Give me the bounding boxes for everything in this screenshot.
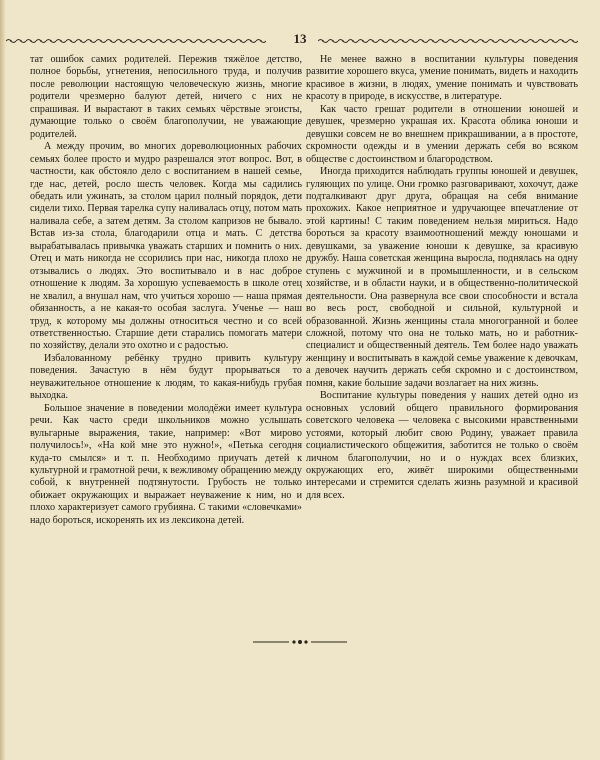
paragraph: Иногда приходится наблюдать группы юношей и девушек, гуляющих по улице. Они громко разговаривают, хохочут, даже подталкивают друг друга, обращая на себя внимание прохожих. Какое неприятное и удручающее впечатление от этой картины! С таким поведением нельзя мириться. Надо бороться за красоту взаимоотношений между юношами и девушками, за уважение юноши к девушке, за красивую дружбу. Наша советская женщина выросла, поднялась на одну ступень с мужчиной и в промышленности, и в сельском хозяйстве, и в области науки, и в общественно-политической деятельности. Она развернула все свои способности и встала во весь рост, свободной и сильной, культурной и образованной. Жизнь женщины стала многогранной и более сложной, потому что она не только мать, но и работник-специалист и общественный деятель. Тем более надо уважать женщину и воспитывать в каждой семье уважение к девочкам, а девочек научить держать себя скромно и с достоинством, помня, какие большие задачи возлагает на них жизнь.: [306, 166, 578, 389]
paragraph: А между прочим, во многих дореволюционных рабочих семьях более просто и мудро разрешался этот вопрос. Вот, в частности, как обстояло дело с воспитанием в нашей семье, где нас, детей, росло шесть человек. Когда мы садились обедать или ужинать, за столом царил полный порядок, дети сидели тихо. Первая тарелка супу наливалась отцу, потом мать наливала себе, а затем детям. За столом капризов не бывало. Встав из-за стола, благодарили отца и мать. С детства вырабатывалась привычка уважать старших и помнить о них. Отец и мать никогда не ссорились при нас, никогда плохо не отзывались о людях. Это воспитывало и в нас доброе отношение к людям. За хорошую успеваемость в школе отец не хвалил, а внушал нам, что учиться хорошо — наша прямая обязанность, а не какая-то особая заслуга. Ученье — наш труд, к которому мы должны относиться честно и со всей ответственностью. Старшие дети старались помогать матери по хозяйству, делали это охотно и с радостью.: [30, 141, 302, 352]
paragraph: Не менее важно в воспитании культуры поведения развитие хорошего вкуса, умение понимать, видеть и находить красивое в жизни, в людях, умение понимать и чувствовать красоту в природе, в искусстве, в литературе.: [306, 54, 578, 103]
page-spine-shadow: [0, 0, 6, 760]
page-number: 13: [293, 31, 307, 46]
paragraph: Воспитание культуры поведения у наших детей одно из основных условий общего правильного формирования советского человека — человека с высокими нравственными устоями, который любит свою Родину, уважает правила социалистического общежития, заботится не только о своём личном благополучии, но и о нуждах всех близких, окружающих его, живёт широкими общественными интересами и стремится сделать жизнь разумной и красивой для всех.: [306, 390, 578, 501]
header-ornament-right: [318, 38, 578, 44]
paragraph: Большое значение в поведении молодёжи имеет культура речи. Как часто среди школьников можно услышать вульгарные выражения, такие, например: «Вот мирово получилось!», «На кой мне это нужно!», «Петька сегодня куда-то смылся» и т. п. Необходимо приучать детей к культурной и грамотной речи, к вежливому обращению между собой, к внутренней подтянутости. Грубость не только обижает окружающих и выражает неуважение к ним, но и плохо характеризует самого грубияна. С такими «словечками» надо бороться, искоренять их из лексикона детей.: [30, 402, 302, 526]
header-ornament-left: [6, 38, 266, 44]
left-column: [30, 54, 302, 527]
paragraph: тат ошибок самих родителей. Пережив тяжёлое детство, полное борьбы, угнетения, непосильного труда, и получив после революции настоящую человеческую жизнь, многие родители чрезмерно балуют детей, ничего с них не спрашивая. И вырастают в таких семьях чёрствые эгоисты, думающие только о своём благополучии, не уважающие родителей.: [30, 54, 302, 140]
right-column: [306, 54, 578, 502]
page-header: [0, 31, 600, 48]
paragraph: Избалованному ребёнку трудно привить культуру поведения. Зачастую в нём будут прорываться то неуважительное отношение к людям, то какая-нибудь грубая выходка.: [30, 352, 302, 402]
paragraph: Как часто грешат родители в отношении юношей и девушек, чрезмерно украшая их. Красота облика юноши и девушки совсем не во внешнем прикрашивании, а в простоте, скромности одежды и в умении держать себя во всяком обществе с достоинством и благородством.: [306, 103, 578, 165]
footer-ornament: [253, 637, 347, 647]
